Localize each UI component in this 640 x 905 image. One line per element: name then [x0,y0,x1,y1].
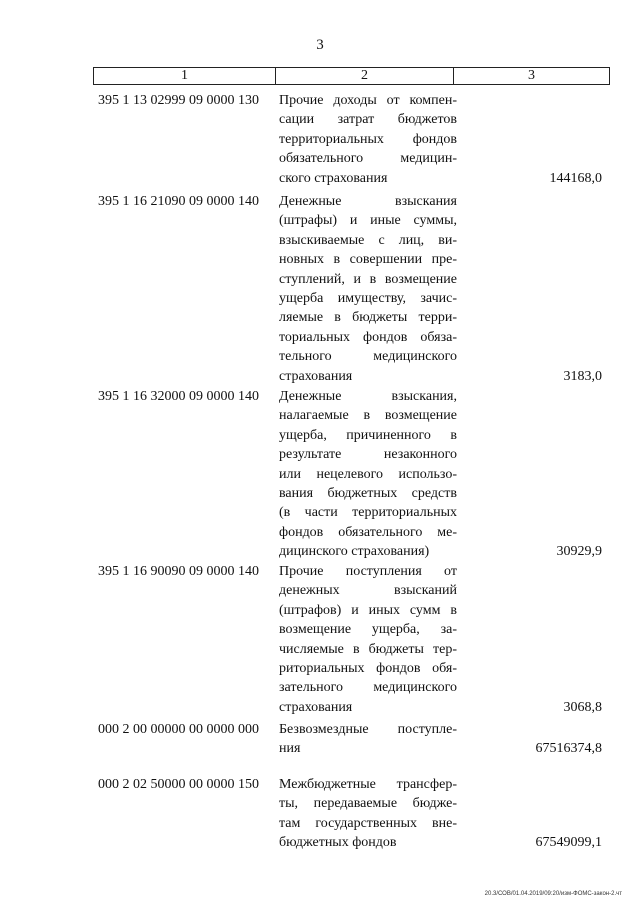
amount-value: 67516374,8 [535,741,602,757]
description-line: Денежные взыскания [279,194,457,209]
description-line: территориальных фондов [279,131,457,147]
amount-value: 30929,9 [556,544,602,560]
description-line: сации затрат бюджетов [279,112,457,128]
header-col-1: 1 [94,68,276,84]
table-header-row [93,67,610,85]
income-description [279,720,457,759]
description-line: риториальных фондов обя- [279,661,457,677]
description-line: тельного медицинского [279,349,457,365]
amount-value: 144168,0 [549,170,602,186]
description-line: бюджетных фондов [279,835,397,851]
header-col-3: 3 [528,68,535,83]
description-line: страхования [279,699,353,715]
description-line: там государственных вне- [279,815,457,831]
description-line: результате незаконного [279,447,457,463]
income-description [279,192,457,386]
page-number: 3 [316,37,324,53]
income-description [279,91,457,188]
description-line: новных в совершении пре- [279,252,457,268]
description-line: зательного медицинского [279,680,457,696]
description-line: (в части территориальных [279,505,457,521]
description-line: возмещение ущерба, за- [279,622,457,638]
description-line: Межбюджетные трансфер- [279,777,457,792]
income-description [279,387,457,562]
budget-code: 395 1 16 90090 09 0000 140 [98,564,259,579]
budget-code: 395 1 16 32000 09 0000 140 [98,389,259,404]
description-line: ния [279,741,301,757]
description-line: взыскиваемые с лиц, ви- [279,232,457,248]
description-line: Прочие поступления от [279,564,457,579]
description-line: или нецелевого использо- [279,466,457,482]
description-line: (штрафы) и иные суммы, [279,213,457,229]
footer-note: 20.3/СОВ/01.04.2019/09:20/изм-ФОМС-закон-2.чт [484,891,622,897]
budget-code: 395 1 13 02999 09 0000 130 [98,93,259,108]
description-line: вания бюджетных средств [279,486,457,502]
description-line: фондов обязательного ме- [279,524,457,540]
budget-code: 000 2 02 50000 00 0000 150 [98,777,259,792]
income-description [279,562,457,717]
description-line: ториальных фондов обяза- [279,329,457,345]
description-line: ского страхования [279,170,388,186]
description-line: дицинского страхования) [279,544,430,560]
description-line: Прочие доходы от компен- [279,93,457,108]
description-line: числяемые в бюджеты тер- [279,641,457,657]
description-line: страхования [279,368,353,384]
description-line: ущерба имуществу, зачис- [279,291,457,307]
description-line: Денежные взыскания, [279,389,457,404]
description-line: налагаемые в возмещение [279,408,457,424]
budget-code: 395 1 16 21090 09 0000 140 [98,194,259,209]
description-line: ляемые в бюджеты терри- [279,310,457,326]
description-line: (штрафов) и иных сумм в [279,602,457,618]
amount-value: 3068,8 [563,699,602,715]
description-line: ступлений, и в возмещение [279,271,457,287]
header-col-2: 2 [276,68,454,84]
amount-value: 67549099,1 [535,835,602,851]
income-description [279,775,457,853]
description-line: денежных взысканий [279,583,457,599]
amount-value: 3183,0 [563,368,602,384]
budget-code: 000 2 00 00000 00 0000 000 [98,722,259,737]
description-line: Безвозмездные поступле- [279,722,457,737]
description-line: ущерба, причиненного в [279,427,457,443]
description-line: обязательного медицин- [279,151,457,167]
description-line: ты, передаваемые бюдже- [279,796,457,812]
